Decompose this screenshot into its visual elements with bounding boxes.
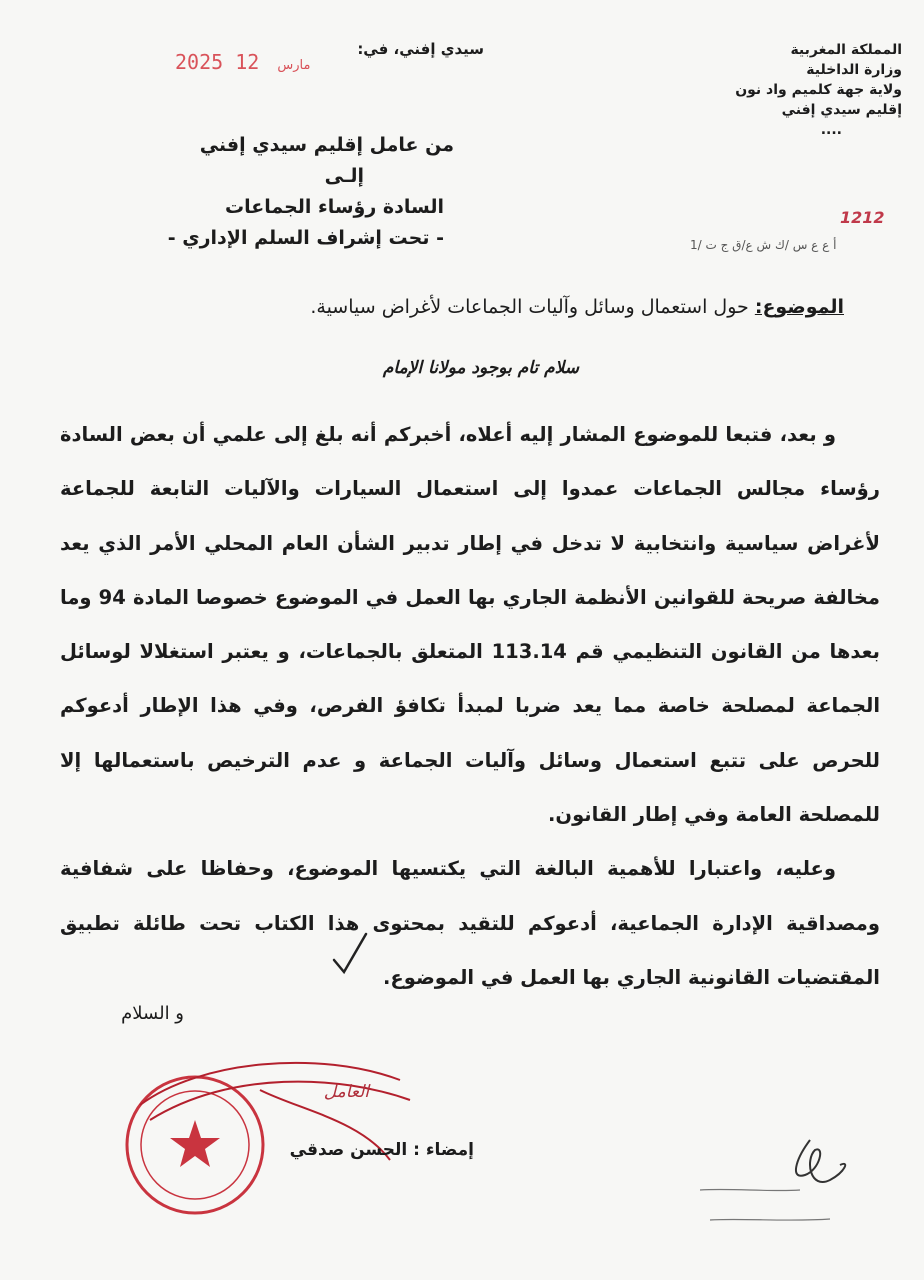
closing-phrase: و السلام <box>121 1003 184 1024</box>
subject-text: حول استعمال وسائل وآليات الجماعات لأغراض سياسية. <box>310 296 749 318</box>
region-name: ولاية جهة كلميم واد نون <box>735 82 902 98</box>
date-month: مارس <box>277 58 311 73</box>
letterhead <box>702 40 902 140</box>
salutation: سلام تام بوجود مولانا الإمام <box>382 358 579 378</box>
paragraph-2: وعليه، واعتبارا للأهمية البالغة التي يكتسيها الموضوع، وحفاظا على شفافية ومصداقية الإدارة الجماعية، أدعوكم للتقيد بمحتوى هذا الكتاب تحت طائلة تطبيق المقتضيات القانونية الجاري بها العمل في الموضوع. <box>60 857 880 989</box>
date-day: 12 <box>235 50 260 74</box>
to-line: إلـى <box>324 165 364 187</box>
handwritten-signature-icon <box>680 1120 880 1240</box>
recipients-line: السادة رؤساء الجماعات <box>224 196 444 218</box>
date-stamp <box>175 50 316 74</box>
subject-line <box>310 296 844 318</box>
checkmark-icon <box>330 930 370 975</box>
letter-body <box>60 408 880 1005</box>
ministry-name: وزارة الداخلية <box>806 62 902 78</box>
supervision-line: - تحت إشراف السلم الإداري - <box>167 227 444 249</box>
addressing-block <box>154 130 454 254</box>
province-name: إقليم سيدي إفني <box>781 102 902 118</box>
subject-label: الموضوع: <box>754 296 844 318</box>
reference-code: أ ع ع س /ك ش ع/ق ج ت /1 <box>690 238 837 252</box>
date-year: 2025 <box>175 50 224 74</box>
paragraph-1: و بعد، فتبعا للموضوع المشار إليه أعلاه، أخبركم أنه بلغ إلى علمي أن بعض السادة رؤساء مجالس الجماعات عمدوا إلى استعمال السيارات والآليات التابعة للجماعة لأغراض سياسية وانتخابية لا تدخل في إطار تدبير الشأن العام المحلي الأمر الذي يعد مخالفة صريحة للقوانين الأنظمة الجاري بها العمل في الموضوع خصوصا المادة 94 وما بعدها من القانون التنظيمي قم 113.14 المتعلق بالجماعات، و يعتبر استغلالا لوسائل الجماعة لمصلحة خاصة مما يعد ضربا لمبدأ تكافؤ الفرص، وفي هذا الإطار أدعوكم للحرص على تتبع استعمال وسائل وآليات الجماعة و عدم الترخيص باستعمالها إلا للمصلحة العامة وفي إطار القانون. <box>60 423 880 827</box>
place-label: سيدي إفني، في: <box>357 40 484 58</box>
reference-number: 1212 <box>840 208 885 227</box>
signatory-title: العامل <box>323 1082 369 1102</box>
signatory-name: إمضاء : الحسن صدقي <box>289 1140 474 1160</box>
kingdom-name: المملكة المغربية <box>790 42 902 58</box>
from-line: من عامل إقليم سيدي إفني <box>199 134 454 156</box>
letterhead-dots: .... <box>820 122 842 138</box>
